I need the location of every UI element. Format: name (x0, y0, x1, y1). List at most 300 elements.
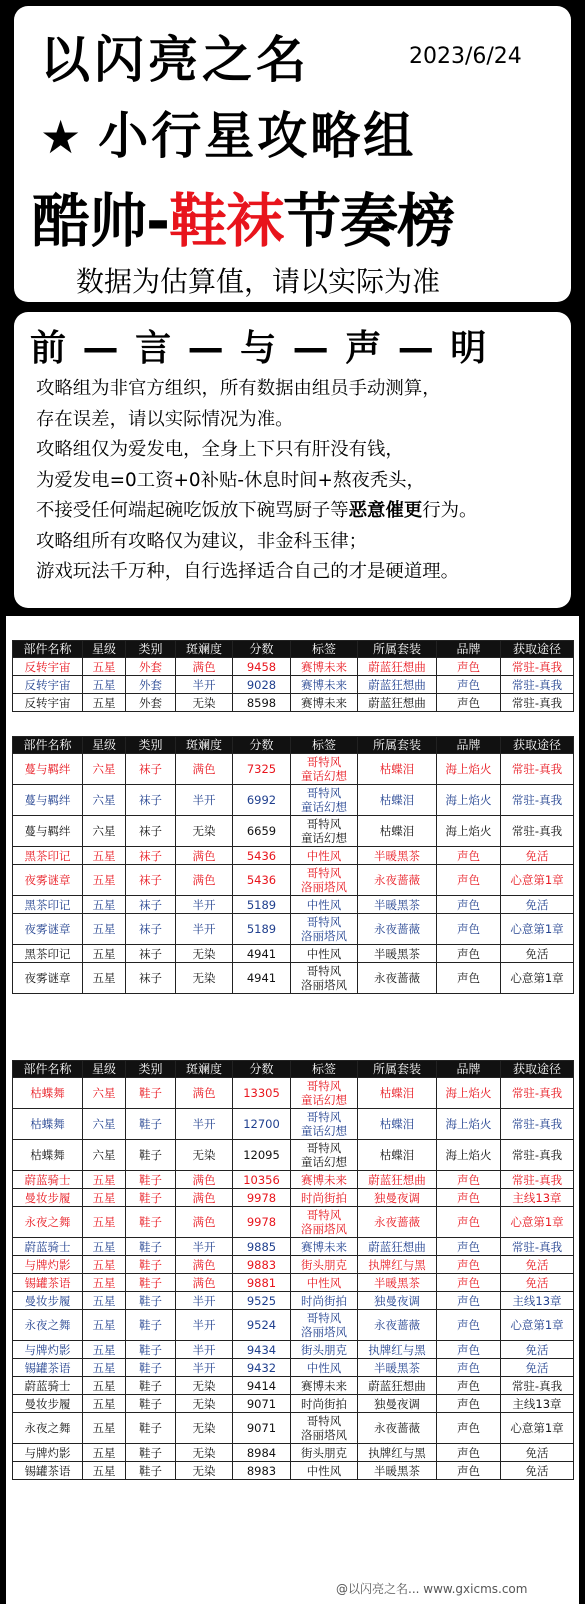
table-cell: 五星 (83, 1444, 126, 1462)
table-cell: 声色 (437, 1207, 501, 1238)
preface-line (36, 496, 563, 527)
table-cell: 免活 (501, 847, 574, 865)
table-cell: 常驻-真我 (501, 1377, 574, 1395)
table-cell: 半暖黑茶 (358, 1462, 437, 1480)
table-cell: 哥特风 童话幻想 (291, 1109, 358, 1140)
table-cell: 蔚蓝狂想曲 (358, 1238, 437, 1256)
table-cell: 执牌红与黑 (358, 1256, 437, 1274)
table-cell: 6992 (233, 785, 291, 816)
table-cell: 袜子 (126, 865, 176, 896)
table-row (13, 1292, 574, 1310)
table-cell: 半开 (176, 1109, 233, 1140)
table-cell: 袜子 (126, 896, 176, 914)
table-row (13, 847, 574, 865)
ranking-title-b: 节奏榜 (283, 187, 455, 255)
table-row (13, 785, 574, 816)
table-cell: 声色 (437, 1359, 501, 1377)
table-cell: 无染 (176, 816, 233, 847)
table-cell: 与牌灼影 (13, 1256, 83, 1274)
table-row (13, 1171, 574, 1189)
table-cell: 鞋子 (126, 1395, 176, 1413)
table-cell: 海上焰火 (437, 1109, 501, 1140)
table-cell: 反转宇宙 (13, 676, 83, 694)
column-header: 斑斓度 (176, 641, 233, 658)
table-cell: 5436 (233, 865, 291, 896)
table-cell: 无染 (176, 1413, 233, 1444)
table-cell: 曼妆步履 (13, 1189, 83, 1207)
table-cell: 鞋子 (126, 1078, 176, 1109)
table-cell: 蔓与羁绊 (13, 816, 83, 847)
column-header: 获取途径 (501, 641, 574, 658)
table-cell: 赛博未来 (291, 658, 358, 676)
table-cell: 主线13章 (501, 1395, 574, 1413)
table-row (13, 1238, 574, 1256)
table-cell: 心意第1章 (501, 914, 574, 945)
table-cell: 4941 (233, 963, 291, 994)
table-row (13, 1078, 574, 1109)
table-cell: 哥特风 童话幻想 (291, 816, 358, 847)
table-cell: 声色 (437, 1256, 501, 1274)
table-cell: 声色 (437, 963, 501, 994)
table-cell: 枯蝶泪 (358, 754, 437, 785)
table-cell: 五星 (83, 658, 126, 676)
table-cell: 鞋子 (126, 1413, 176, 1444)
table-cell: 锡罐茶语 (13, 1359, 83, 1377)
subtitle: 数据为估算值，请以实际为准 (76, 265, 441, 298)
shoes-table (12, 1060, 574, 1480)
table-row (13, 963, 574, 994)
table-cell: 无染 (176, 1444, 233, 1462)
table-cell: 半开 (176, 1310, 233, 1341)
table-cell: 五星 (83, 1377, 126, 1395)
table-cell: 声色 (437, 1274, 501, 1292)
table-cell: 常驻-真我 (501, 816, 574, 847)
table-cell: 海上焰火 (437, 1140, 501, 1171)
table-row (13, 914, 574, 945)
column-header: 部件名称 (13, 737, 83, 754)
table-cell: 鞋子 (126, 1207, 176, 1238)
table-cell: 独曼夜调 (358, 1292, 437, 1310)
table-cell: 鞋子 (126, 1444, 176, 1462)
table-cell: 8984 (233, 1444, 291, 1462)
table-cell: 无染 (176, 694, 233, 712)
column-header: 星级 (83, 641, 126, 658)
table-header-row (13, 641, 574, 658)
table-cell: 满色 (176, 1256, 233, 1274)
table-cell: 赛博未来 (291, 676, 358, 694)
table-cell: 永夜之舞 (13, 1207, 83, 1238)
column-header: 星级 (83, 1061, 126, 1078)
table-cell: 永夜蔷薇 (358, 914, 437, 945)
table-cell: 5189 (233, 896, 291, 914)
table-cell: 海上焰火 (437, 785, 501, 816)
table-cell: 哥特风 洛丽塔风 (291, 1207, 358, 1238)
table-header-row (13, 1061, 574, 1078)
table-cell: 常驻-真我 (501, 1140, 574, 1171)
table-cell: 免活 (501, 945, 574, 963)
table-cell: 永夜蔷薇 (358, 865, 437, 896)
table-row (13, 754, 574, 785)
table-cell: 枯蝶泪 (358, 1078, 437, 1109)
table-cell: 满色 (176, 1207, 233, 1238)
table-cell: 免活 (501, 1462, 574, 1480)
table-cell: 半开 (176, 785, 233, 816)
table-cell: 中性风 (291, 945, 358, 963)
table-cell: 与牌灼影 (13, 1341, 83, 1359)
table-cell: 无染 (176, 963, 233, 994)
table-row (13, 1444, 574, 1462)
column-header: 分数 (233, 737, 291, 754)
table-cell: 声色 (437, 1310, 501, 1341)
table-cell: 声色 (437, 1395, 501, 1413)
table-cell: 常驻-真我 (501, 1078, 574, 1109)
table-cell: 满色 (176, 1274, 233, 1292)
preface-line5-a: 不接受任何端起碗吃饭放下碗骂厨子等 (36, 500, 349, 521)
table-cell: 满色 (176, 658, 233, 676)
header-panel (14, 6, 571, 302)
table-cell: 六星 (83, 754, 126, 785)
table-row (13, 1310, 574, 1341)
table-cell: 五星 (83, 1189, 126, 1207)
table-cell: 五星 (83, 1238, 126, 1256)
table-cell: 枯蝶舞 (13, 1109, 83, 1140)
column-header: 所属套装 (358, 1061, 437, 1078)
table-cell: 鞋子 (126, 1140, 176, 1171)
table-cell: 蔚蓝狂想曲 (358, 1377, 437, 1395)
table-cell: 五星 (83, 1171, 126, 1189)
table-cell: 五星 (83, 865, 126, 896)
table-row (13, 1462, 574, 1480)
table-cell: 永夜之舞 (13, 1413, 83, 1444)
table-cell: 锡罐茶语 (13, 1462, 83, 1480)
table-cell: 赛博未来 (291, 1377, 358, 1395)
table-cell: 声色 (437, 914, 501, 945)
column-header: 获取途径 (501, 1061, 574, 1078)
table-cell: 袜子 (126, 945, 176, 963)
table-cell: 外套 (126, 694, 176, 712)
table-row (13, 1395, 574, 1413)
table-cell: 枯蝶泪 (358, 785, 437, 816)
table-cell: 10356 (233, 1171, 291, 1189)
table-cell: 声色 (437, 1292, 501, 1310)
table-header-row (13, 737, 574, 754)
preface-panel (14, 312, 571, 608)
table-cell: 无染 (176, 945, 233, 963)
table-cell: 半开 (176, 1341, 233, 1359)
table-cell: 时尚街拍 (291, 1292, 358, 1310)
table-cell: 蔓与羁绊 (13, 754, 83, 785)
table-cell: 独曼夜调 (358, 1189, 437, 1207)
column-header: 部件名称 (13, 1061, 83, 1078)
table-cell: 常驻-真我 (501, 1109, 574, 1140)
table-cell: 枯蝶泪 (358, 1109, 437, 1140)
table-row (13, 1377, 574, 1395)
table-cell: 9524 (233, 1310, 291, 1341)
table-cell: 外套 (126, 658, 176, 676)
table-cell: 常驻-真我 (501, 676, 574, 694)
table-row (13, 658, 574, 676)
table-cell: 五星 (83, 1395, 126, 1413)
preface-text (36, 374, 563, 588)
table-cell: 反转宇宙 (13, 658, 83, 676)
table-cell: 五星 (83, 1292, 126, 1310)
table-cell: 免活 (501, 896, 574, 914)
table-cell: 执牌红与黑 (358, 1341, 437, 1359)
column-header: 斑斓度 (176, 737, 233, 754)
table-cell: 主线13章 (501, 1189, 574, 1207)
table-cell: 枯蝶舞 (13, 1140, 83, 1171)
table-row (13, 1413, 574, 1444)
table-cell: 鞋子 (126, 1462, 176, 1480)
table-cell: 常驻-真我 (501, 694, 574, 712)
table-cell: 枯蝶泪 (358, 1140, 437, 1171)
table-cell: 4941 (233, 945, 291, 963)
table-cell: 无染 (176, 1140, 233, 1171)
table-cell: 9432 (233, 1359, 291, 1377)
table-cell: 六星 (83, 785, 126, 816)
table-cell: 外套 (126, 676, 176, 694)
table-cell: 街头朋克 (291, 1444, 358, 1462)
table-cell: 常驻-真我 (501, 1238, 574, 1256)
table-cell: 夜雾谜章 (13, 914, 83, 945)
table-cell: 满色 (176, 865, 233, 896)
table-cell: 鞋子 (126, 1377, 176, 1395)
table-cell: 枯蝶舞 (13, 1078, 83, 1109)
table-cell: 9885 (233, 1238, 291, 1256)
table-cell: 常驻-真我 (501, 658, 574, 676)
table-cell: 五星 (83, 1462, 126, 1480)
table-cell: 声色 (437, 865, 501, 896)
group-title-text: 小行星攻略组 (98, 107, 417, 165)
table-cell: 中性风 (291, 896, 358, 914)
table-cell: 哥特风 童话幻想 (291, 1078, 358, 1109)
column-header: 部件名称 (13, 641, 83, 658)
table-cell: 五星 (83, 676, 126, 694)
date-label: 2023/6/24 (409, 44, 522, 69)
table-cell: 9414 (233, 1377, 291, 1395)
table-cell: 5436 (233, 847, 291, 865)
table-cell: 鞋子 (126, 1341, 176, 1359)
preface-line5-bold: 恶意催更 (348, 500, 423, 521)
table-cell: 执牌红与黑 (358, 1444, 437, 1462)
table-cell: 袜子 (126, 963, 176, 994)
game-title: 以闪亮之名 (40, 31, 310, 89)
preface-line: 存在误差，请以实际情况为准。 (36, 408, 294, 430)
table-cell: 声色 (437, 945, 501, 963)
table-cell: 袜子 (126, 754, 176, 785)
table-cell: 五星 (83, 896, 126, 914)
table-cell: 黑茶印记 (13, 896, 83, 914)
table-cell: 声色 (437, 694, 501, 712)
table-cell: 常驻-真我 (501, 785, 574, 816)
table-cell: 9881 (233, 1274, 291, 1292)
table-cell: 免活 (501, 1444, 574, 1462)
table-cell: 半开 (176, 1238, 233, 1256)
table-cell: 蔚蓝狂想曲 (358, 658, 437, 676)
table-cell: 心意第1章 (501, 963, 574, 994)
table-cell: 半开 (176, 1292, 233, 1310)
table-cell: 五星 (83, 1274, 126, 1292)
table-cell: 12700 (233, 1109, 291, 1140)
table-cell: 夜雾谜章 (13, 963, 83, 994)
table-cell: 鞋子 (126, 1238, 176, 1256)
table-row (13, 1341, 574, 1359)
star-icon: ★ (40, 110, 85, 164)
table-cell: 心意第1章 (501, 1413, 574, 1444)
table-cell: 满色 (176, 754, 233, 785)
table-row (13, 1274, 574, 1292)
preface-line: 为爱发电=0工资+0补贴-休息时间+熬夜秃头， (36, 469, 425, 491)
column-header: 标签 (291, 737, 358, 754)
column-header: 类别 (126, 641, 176, 658)
table-row (13, 1109, 574, 1140)
table-cell: 满色 (176, 1078, 233, 1109)
table-cell: 哥特风 童话幻想 (291, 754, 358, 785)
table-cell: 永夜蔷薇 (358, 1207, 437, 1238)
table-cell: 蔚蓝狂想曲 (358, 676, 437, 694)
table-cell: 黑茶印记 (13, 945, 83, 963)
ranking-title-a: 酷帅- (32, 187, 170, 255)
table-cell: 9434 (233, 1341, 291, 1359)
table-cell: 12095 (233, 1140, 291, 1171)
table-cell: 心意第1章 (501, 1207, 574, 1238)
column-header: 分数 (233, 1061, 291, 1078)
table-cell: 六星 (83, 816, 126, 847)
table-cell: 半开 (176, 676, 233, 694)
table-cell: 五星 (83, 1341, 126, 1359)
table-cell: 哥特风 洛丽塔风 (291, 865, 358, 896)
table-row (13, 816, 574, 847)
table-cell: 独曼夜调 (358, 1395, 437, 1413)
table-cell: 蔚蓝狂想曲 (358, 694, 437, 712)
table-cell: 8598 (233, 694, 291, 712)
column-header: 类别 (126, 1061, 176, 1078)
table-cell: 曼妆步履 (13, 1292, 83, 1310)
table-cell: 鞋子 (126, 1359, 176, 1377)
column-header: 标签 (291, 1061, 358, 1078)
table-cell: 与牌灼影 (13, 1444, 83, 1462)
table-cell: 免活 (501, 1274, 574, 1292)
table-cell: 心意第1章 (501, 865, 574, 896)
table-row (13, 1359, 574, 1377)
table-cell: 鞋子 (126, 1310, 176, 1341)
table-cell: 免活 (501, 1256, 574, 1274)
table-cell: 黑茶印记 (13, 847, 83, 865)
table-cell: 半开 (176, 1359, 233, 1377)
table-cell: 街头朋克 (291, 1256, 358, 1274)
table-cell: 永夜之舞 (13, 1310, 83, 1341)
table-cell: 免活 (501, 1341, 574, 1359)
table-cell: 常驻-真我 (501, 1171, 574, 1189)
table-cell: 声色 (437, 1341, 501, 1359)
column-header: 斑斓度 (176, 1061, 233, 1078)
table-cell: 8983 (233, 1462, 291, 1480)
table-cell: 五星 (83, 1413, 126, 1444)
table-cell: 哥特风 洛丽塔风 (291, 914, 358, 945)
table-cell: 永夜蔷薇 (358, 1310, 437, 1341)
table-cell: 声色 (437, 896, 501, 914)
table-cell: 蔚蓝骑士 (13, 1238, 83, 1256)
table-cell: 五星 (83, 694, 126, 712)
table-cell: 五星 (83, 1207, 126, 1238)
table-cell: 时尚街拍 (291, 1189, 358, 1207)
table-cell: 蔚蓝骑士 (13, 1377, 83, 1395)
table-cell: 袜子 (126, 914, 176, 945)
table-cell: 无染 (176, 1395, 233, 1413)
table-row (13, 1189, 574, 1207)
table-cell: 半暖黑茶 (358, 945, 437, 963)
table-cell: 哥特风 童话幻想 (291, 1140, 358, 1171)
table-cell: 锡罐茶语 (13, 1274, 83, 1292)
preface-title: 前 — 言 — 与 — 声 — 明 (30, 328, 489, 369)
preface-line: 攻略组仅为爱发电，全身上下只有肝没有钱， (36, 439, 404, 460)
table-cell: 主线13章 (501, 1292, 574, 1310)
table-cell: 半开 (176, 896, 233, 914)
table-row (13, 1256, 574, 1274)
column-header: 星级 (83, 737, 126, 754)
preface-line5-b: 行为。 (422, 500, 478, 521)
ranking-title (32, 174, 454, 258)
table-cell: 袜子 (126, 847, 176, 865)
table-cell: 9525 (233, 1292, 291, 1310)
table-cell: 鞋子 (126, 1171, 176, 1189)
group-title (40, 96, 416, 168)
table-row (13, 1140, 574, 1171)
table-cell: 永夜蔷薇 (358, 963, 437, 994)
table-cell: 声色 (437, 676, 501, 694)
table-cell: 无染 (176, 1377, 233, 1395)
table-cell: 9883 (233, 1256, 291, 1274)
table-cell: 五星 (83, 1256, 126, 1274)
table-cell: 半暖黑茶 (358, 847, 437, 865)
table-cell: 五星 (83, 847, 126, 865)
table-cell: 赛博未来 (291, 694, 358, 712)
table-cell: 五星 (83, 914, 126, 945)
column-header: 分数 (233, 641, 291, 658)
table-cell: 声色 (437, 1238, 501, 1256)
table-cell: 鞋子 (126, 1109, 176, 1140)
column-header: 所属套装 (358, 641, 437, 658)
table-cell: 蔓与羁绊 (13, 785, 83, 816)
table-cell: 六星 (83, 1078, 126, 1109)
table-cell: 声色 (437, 1189, 501, 1207)
table-cell: 心意第1章 (501, 1310, 574, 1341)
table-cell: 9458 (233, 658, 291, 676)
table-cell: 时尚街拍 (291, 1395, 358, 1413)
table-cell: 枯蝶泪 (358, 816, 437, 847)
table-cell: 声色 (437, 1444, 501, 1462)
column-header: 标签 (291, 641, 358, 658)
table-cell: 鞋子 (126, 1189, 176, 1207)
table-row (13, 1207, 574, 1238)
table-cell: 鞋子 (126, 1274, 176, 1292)
table-cell: 无染 (176, 1462, 233, 1480)
table-cell: 满色 (176, 1189, 233, 1207)
socks-table (12, 736, 574, 994)
column-header: 品牌 (437, 1061, 501, 1078)
table-cell: 9978 (233, 1207, 291, 1238)
table-cell: 声色 (437, 847, 501, 865)
table-cell: 中性风 (291, 847, 358, 865)
table-cell: 半暖黑茶 (358, 1359, 437, 1377)
table-cell: 声色 (437, 1377, 501, 1395)
preface-line: 攻略组所有攻略仅为建议，非金科玉律； (36, 530, 368, 552)
table-cell: 哥特风 洛丽塔风 (291, 1413, 358, 1444)
table-cell: 7325 (233, 754, 291, 785)
table-cell: 9028 (233, 676, 291, 694)
table-cell: 中性风 (291, 1359, 358, 1377)
table-cell: 13305 (233, 1078, 291, 1109)
